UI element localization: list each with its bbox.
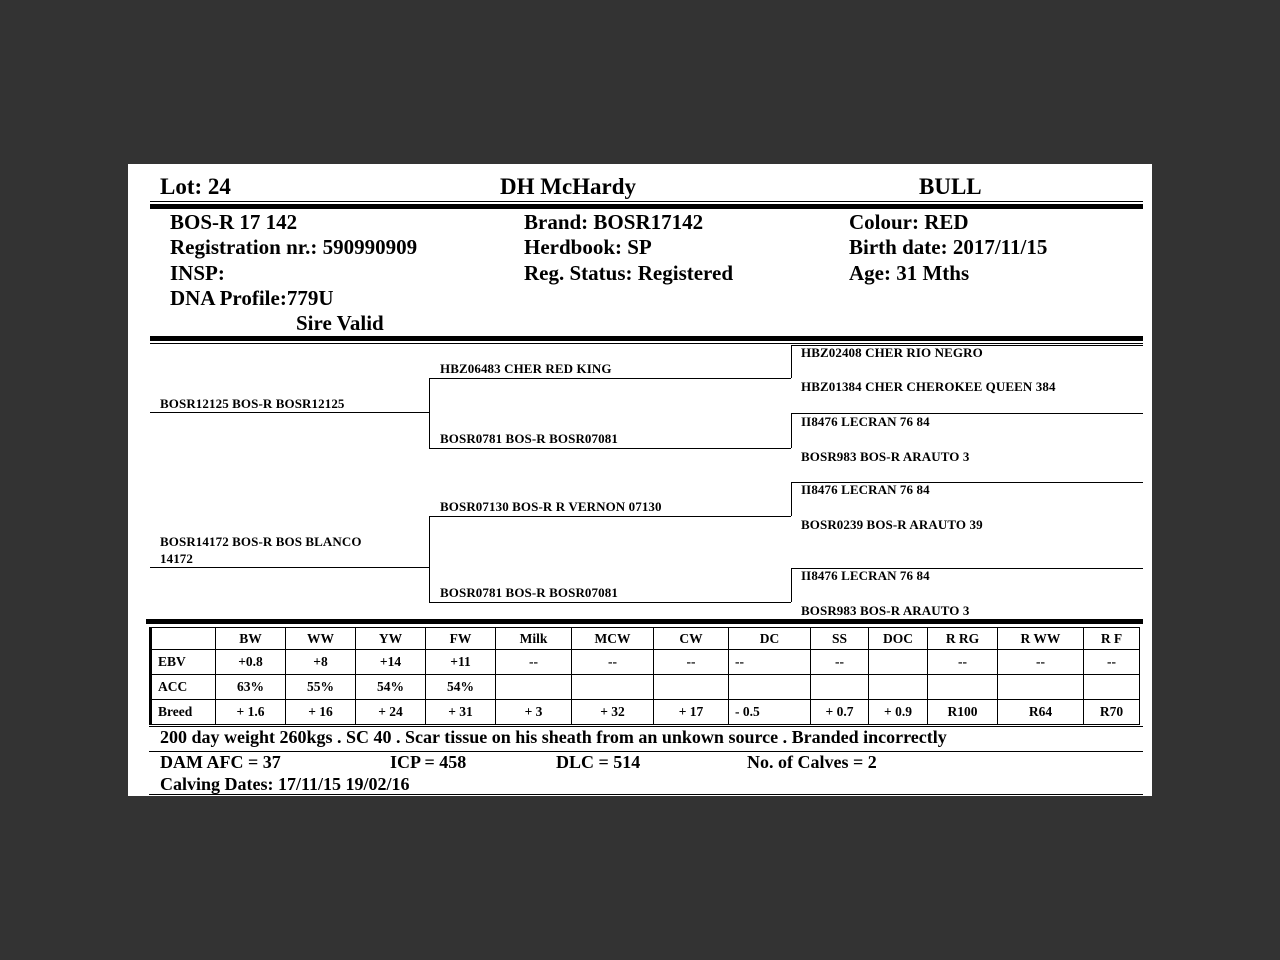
insp: INSP:: [170, 261, 225, 285]
column-header: Milk: [496, 628, 572, 650]
herdbook: Herdbook: SP: [524, 235, 652, 259]
divider-thick: [150, 204, 1143, 209]
row-label: ACC: [151, 675, 216, 700]
table-cell: + 17: [654, 700, 729, 725]
table-cell: --: [729, 650, 811, 675]
dam-dlc: DLC = 514: [556, 752, 641, 772]
table-cell: [654, 675, 729, 700]
ggp-5: II8476 LECRAN 76 84: [801, 482, 930, 497]
dam-icp: ICP = 458: [390, 752, 467, 772]
column-header: R RG: [928, 628, 998, 650]
ggp-1: HBZ02408 CHER RIO NEGRO: [801, 345, 983, 360]
column-header: [151, 628, 216, 650]
row-label: Breed: [151, 700, 216, 725]
table-cell: 55%: [286, 675, 356, 700]
table-cell: [729, 675, 811, 700]
column-header: CW: [654, 628, 729, 650]
ggp-8: BOSR983 BOS-R ARAUTO 3: [801, 603, 970, 618]
ebv-table: [149, 627, 1140, 725]
table-cell: 54%: [356, 675, 426, 700]
ggp-2: HBZ01384 CHER CHEROKEE QUEEN 384: [801, 379, 1056, 394]
lot-card: [128, 164, 1152, 796]
column-header: MCW: [572, 628, 654, 650]
ebv-row: [151, 675, 1140, 700]
ebv-header-row: [151, 628, 1140, 650]
table-cell: --: [496, 650, 572, 675]
table-cell: + 3: [496, 700, 572, 725]
column-header: SS: [811, 628, 869, 650]
table-cell: [998, 675, 1084, 700]
table-cell: [811, 675, 869, 700]
animal-type: BULL: [919, 174, 982, 199]
table-cell: --: [998, 650, 1084, 675]
table-cell: 63%: [216, 675, 286, 700]
colour: Colour: RED: [849, 210, 969, 234]
table-cell: [928, 675, 998, 700]
table-cell: [572, 675, 654, 700]
column-header: FW: [426, 628, 496, 650]
divider: [150, 201, 1143, 202]
table-cell: [869, 650, 928, 675]
column-header: DOC: [869, 628, 928, 650]
table-cell: - 0.5: [729, 700, 811, 725]
animal-id: BOS-R 17 142: [170, 210, 298, 234]
ggp-7: II8476 LECRAN 76 84: [801, 568, 930, 583]
birth-date: Birth date: 2017/11/15: [849, 235, 1048, 259]
table-cell: --: [654, 650, 729, 675]
table-cell: + 0.9: [869, 700, 928, 725]
table-cell: --: [811, 650, 869, 675]
table-cell: + 31: [426, 700, 496, 725]
table-cell: [496, 675, 572, 700]
dam-line2: 14172: [160, 551, 193, 566]
ggp-4: BOSR983 BOS-R ARAUTO 3: [801, 449, 970, 464]
dam-calves: No. of Calves = 2: [747, 752, 877, 772]
table-cell: +0.8: [216, 650, 286, 675]
dam-sire: BOSR07130 BOS-R R VERNON 07130: [440, 499, 662, 514]
table-cell: +14: [356, 650, 426, 675]
table-cell: + 24: [356, 700, 426, 725]
column-header: WW: [286, 628, 356, 650]
table-cell: R100: [928, 700, 998, 725]
sire-dam: BOSR0781 BOS-R BOSR07081: [440, 431, 618, 446]
divider-thick: [150, 336, 1143, 341]
sire: BOSR12125 BOS-R BOSR12125: [160, 396, 345, 411]
notes: 200 day weight 260kgs . SC 40 . Scar tissue on his sheath from an unkown source . Branded incorrectly: [160, 727, 947, 747]
sire-sire: HBZ06483 CHER RED KING: [440, 361, 612, 376]
table-cell: --: [1084, 650, 1140, 675]
divider: [150, 343, 1143, 344]
age: Age: 31 Mths: [849, 261, 970, 285]
ebv-row: [151, 700, 1140, 725]
table-cell: 54%: [426, 675, 496, 700]
table-cell: + 32: [572, 700, 654, 725]
dna-profile: DNA Profile:779U: [170, 286, 334, 310]
column-header: DC: [729, 628, 811, 650]
sire-valid: Sire Valid: [296, 311, 384, 335]
reg-status: Reg. Status: Registered: [524, 261, 733, 285]
breeder-name: DH McHardy: [500, 174, 637, 199]
table-cell: + 0.7: [811, 700, 869, 725]
table-cell: [1084, 675, 1140, 700]
table-cell: +8: [286, 650, 356, 675]
table-cell: + 1.6: [216, 700, 286, 725]
dam-dam: BOSR0781 BOS-R BOSR07081: [440, 585, 618, 600]
dam-afc: DAM AFC = 37: [160, 752, 281, 772]
dam: BOSR14172 BOS-R BOS BLANCO: [160, 534, 362, 549]
column-header: BW: [216, 628, 286, 650]
column-header: R WW: [998, 628, 1084, 650]
table-cell: +11: [426, 650, 496, 675]
table-cell: --: [572, 650, 654, 675]
column-header: YW: [356, 628, 426, 650]
table-cell: + 16: [286, 700, 356, 725]
ebv-row: [151, 650, 1140, 675]
lot-number: Lot: 24: [160, 174, 231, 199]
ggp-6: BOSR0239 BOS-R ARAUTO 39: [801, 517, 983, 532]
table-cell: R64: [998, 700, 1084, 725]
divider-thick: [146, 619, 1143, 624]
row-label: EBV: [151, 650, 216, 675]
table-cell: R70: [1084, 700, 1140, 725]
calving-dates: Calving Dates: 17/11/15 19/02/16: [160, 774, 410, 794]
ggp-3: II8476 LECRAN 76 84: [801, 414, 930, 429]
brand: Brand: BOSR17142: [524, 210, 704, 234]
table-cell: --: [928, 650, 998, 675]
table-cell: [869, 675, 928, 700]
registration-number: Registration nr.: 590990909: [170, 235, 418, 259]
column-header: R F: [1084, 628, 1140, 650]
